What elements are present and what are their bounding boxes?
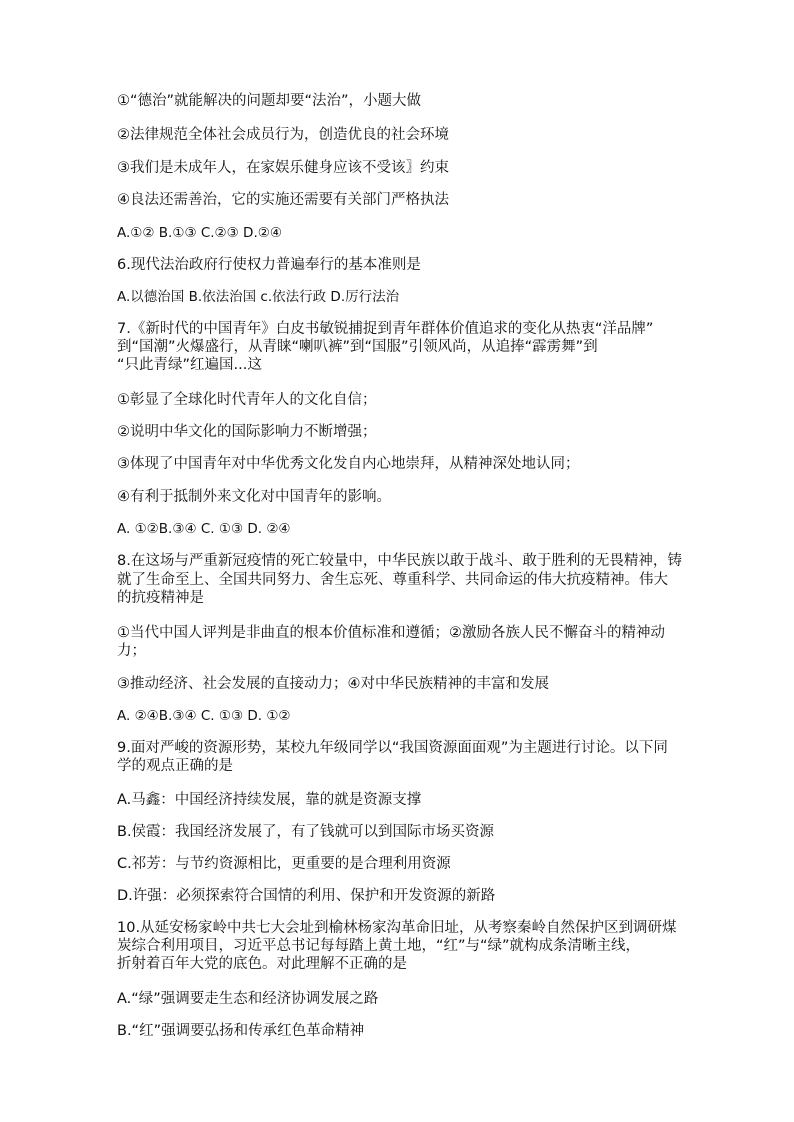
q8-statement-1: ①当代中国人评判是非曲直的根本价值标准和遵循；②激励各族人民不懈奋斗的精神动 bbox=[117, 625, 665, 641]
q5-statement-3: ③我们是未成年人，在家娱乐健身应该不受该〗约束 bbox=[117, 160, 449, 176]
q8-stem-line-3: 的抗疫精神是 bbox=[117, 590, 204, 606]
q7-statement-4: ④有利于抵制外来文化对中国青年的影响。 bbox=[117, 489, 391, 505]
q7-stem-line-3: “只此青绿”红遍国...这 bbox=[117, 357, 262, 373]
q8-stem-line-2: 就了生命至上、全国共同努力、舍生忘死、尊重科学、共同命运的伟大抗疫精神。伟大 bbox=[117, 572, 668, 588]
q9-option-a: A.马鑫：中国经济持续发展，靠的就是资源支撑 bbox=[117, 792, 422, 808]
q8-stem-line-1: 8.在这场与严重新冠疫情的死亡较量中，中华民族以敢于战斗、敢于胜利的无畏精神，铸 bbox=[117, 553, 682, 569]
q9-option-b: B.侯霞：我国经济发展了，有了钱就可以到国际市场买资源 bbox=[117, 824, 495, 840]
q9-stem-line-1: 9.面对严峻的资源形势，某校九年级同学以“我国资源面面观”为主题进行讨论。以下同 bbox=[117, 740, 668, 756]
q7-statement-2: ②说明中华文化的国际影响力不断增强； bbox=[117, 424, 377, 440]
q10-option-b: B.“红”强调要弘扬和传承红色革命精神 bbox=[117, 1023, 365, 1039]
q5-statement-4: ④良法还需善治，它的实施还需要有关部门严格执法 bbox=[117, 192, 449, 208]
q10-option-a: A.“绿”强调要走生态和经济协调发展之路 bbox=[117, 991, 379, 1007]
q10-stem-line-2: 炭综合利用项目，习近平总书记每每踏上黄土地，“红”与“绿”就构成条清晰主线， bbox=[117, 938, 641, 954]
q6-options: A.以德治国 B.依法治国 c.依法行政 D.厉行法治 bbox=[117, 289, 400, 305]
q7-stem-line-2: 到“国潮”火爆盛行，从青睐“喇叭裤”到“国服”引领风尚，从追捧“霹雳舞”到 bbox=[117, 339, 598, 355]
q8-statement-1-cont: 力； bbox=[117, 643, 146, 659]
q5-statement-2: ②法律规范全体社会成员行为，创造优良的社会环境 bbox=[117, 127, 449, 143]
q7-stem-line-1: 7.《新时代的中国青年》白皮书敏锐捕捉到青年群体价值追求的变化从热衷“洋品牌” bbox=[117, 321, 654, 337]
q9-stem-line-2: 学的观点正确的是 bbox=[117, 758, 233, 774]
q5-statement-1: ①“德治”就能解决的问题却要“法治”，小题大做 bbox=[117, 93, 422, 109]
q10-stem-line-1: 10.从延安杨家岭中共七大会址到榆林杨家沟革命旧址，从考察秦岭自然保护区到调研煤 bbox=[117, 920, 677, 936]
q9-option-d: D.许强：必须探索符合国情的利用、保护和开发资源的新路 bbox=[117, 888, 496, 904]
q8-options: A. ②④B.③④ C. ①③ D. ①② bbox=[117, 708, 291, 724]
q10-stem-line-3: 折射着百年大党的底色。对此理解不正确的是 bbox=[117, 956, 407, 972]
q9-option-c: C.祁芳：与节约资源相比，更重要的是合理利用资源 bbox=[117, 856, 451, 872]
q7-statement-1: ①彰显了全球化时代青年人的文化自信； bbox=[117, 392, 377, 408]
q7-options: A. ①②B.③④ C. ①③ D. ②④ bbox=[117, 521, 291, 537]
q7-statement-3: ③体现了中国青年对中华优秀文化发自内心地崇拜，从精神深处地认同； bbox=[117, 456, 580, 472]
q6-stem: 6.现代法治政府行使权力普遍奉行的基本准则是 bbox=[117, 257, 421, 273]
q8-statement-2: ③推动经济、社会发展的直接动力；④对中华民族精神的丰富和发展 bbox=[117, 676, 549, 692]
q5-options: A.①② B.①③ C.②③ D.②④ bbox=[117, 225, 282, 241]
